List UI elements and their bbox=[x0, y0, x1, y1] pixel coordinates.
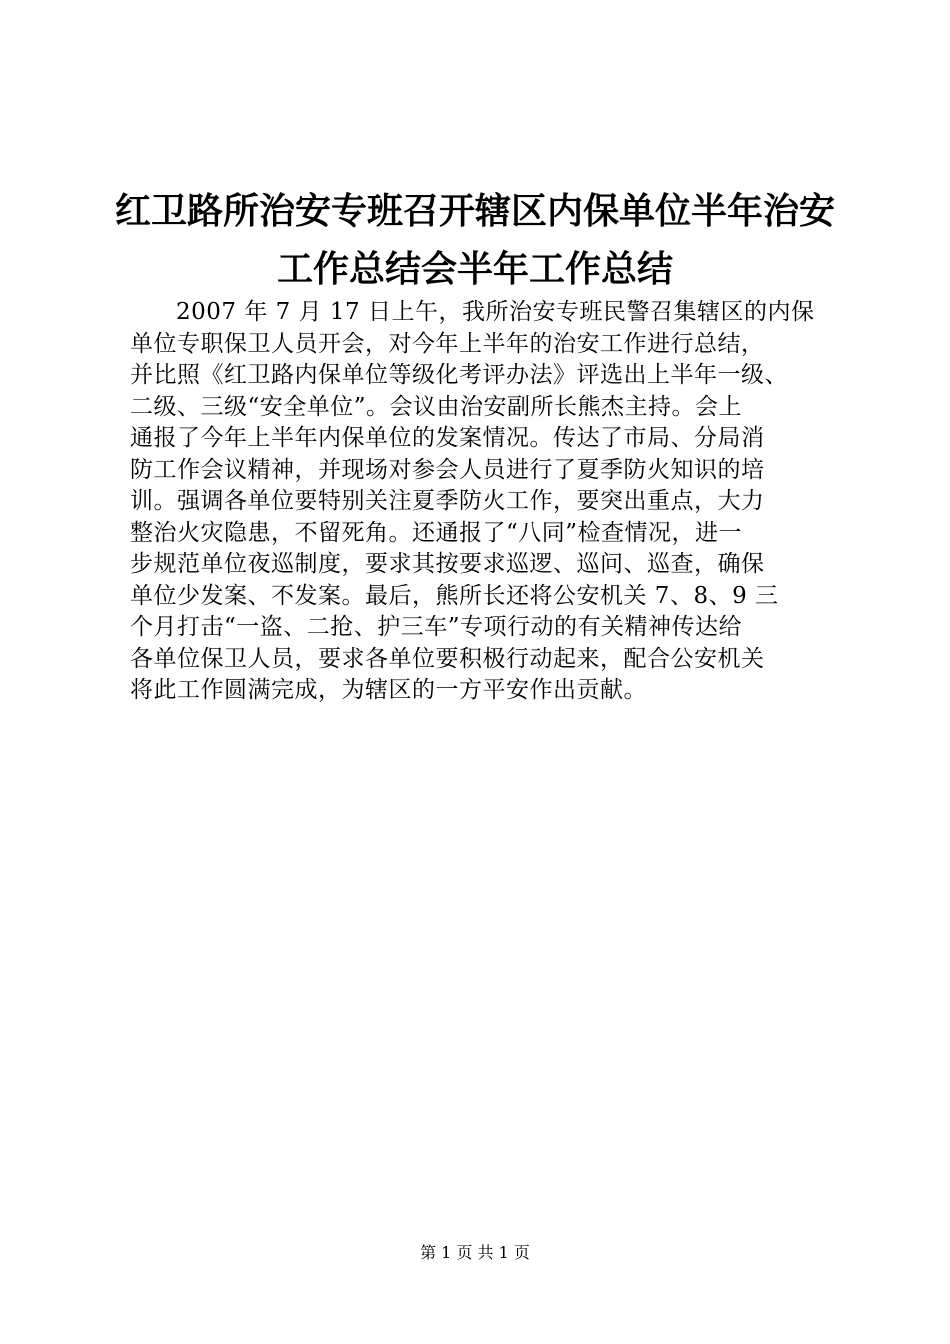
paragraph-line: 单位专职保卫人员开会，对今年上半年的治安工作进行总结， bbox=[130, 330, 765, 357]
paragraph-line: 步规范单位夜巡制度，要求其按要求巡逻、巡问、巡查，确保 bbox=[130, 551, 765, 577]
paragraph-line: 各单位保卫人员，要求各单位要积极行动起来，配合公安机关 bbox=[130, 645, 765, 672]
paragraph-line: 个月打击“一盗、二抢、护三车”专项行动的有关精神传达给 bbox=[130, 614, 743, 640]
title-line: 红卫路所治安专班召开辖区内保单位半年治安 bbox=[114, 191, 835, 232]
body-paragraph bbox=[130, 297, 830, 707]
paragraph-line: 训。强调各单位要特别关注夏季防火工作，要突出重点，大力 bbox=[130, 488, 765, 514]
paragraph-line: 整治火灾隐患，不留死角。还通报了“八同”检查情况，进一 bbox=[130, 519, 743, 546]
paragraph-line: 防工作会议精神，并现场对参会人员进行了夏季防火知识的培 bbox=[130, 456, 765, 483]
paragraph-line: 2007 年 7 月 17 日上午，我所治安专班民警召集辖区的内保 bbox=[176, 299, 815, 325]
paragraph-line: 二级、三级“安全单位”。会议由治安副所长熊杰主持。会上 bbox=[130, 393, 743, 420]
page-number-footer: 第 1 页 共 1 页 bbox=[420, 1243, 530, 1262]
paragraph-line: 单位少发案、不发案。最后，熊所长还将公安机关 7、8、9 三 bbox=[130, 582, 779, 609]
paragraph-line: 并比照《红卫路内保单位等级化考评办法》评选出上半年一级、 bbox=[130, 362, 788, 388]
paragraph-line: 将此工作圆满完成，为辖区的一方平安作出贡献。 bbox=[130, 677, 647, 703]
paragraph-line: 通报了今年上半年内保单位的发案情况。传达了市局、分局消 bbox=[130, 425, 765, 451]
title-line: 工作总结会半年工作总结 bbox=[276, 249, 673, 290]
document-title bbox=[100, 183, 850, 299]
